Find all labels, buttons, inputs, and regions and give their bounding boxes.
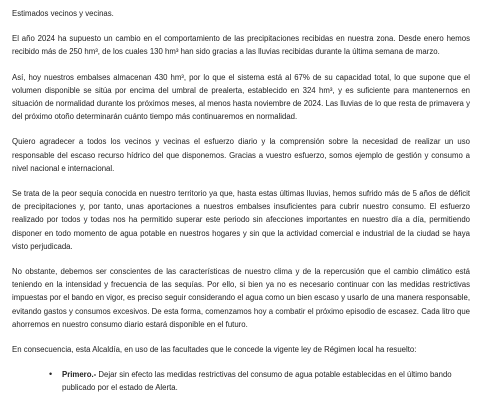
bullet-icon: • xyxy=(49,369,53,380)
greeting: Estimados vecinos y vecinas. xyxy=(12,9,114,18)
paragraph-drought: Se trata de la peor sequía conocida en nuestro territorio ya que, hasta estas últimas lluvias, hemos sufrido más de 5 años de déficit de precipitaciones y, por tanto, unas aportaciones a nuestros embalses insuficientes para cubrir nuestro consumo. El esfuerzo realizado por todos y todas nos ha permitido superar este periodo sin afecciones importantes en nuestro día a día, permitiendo disponer en todo momento de agua potable en nuestros hogares y sin que la actividad comercial e industrial de la ciudad se haya visto perjudicada. xyxy=(12,189,470,251)
list-item xyxy=(12,368,470,394)
paragraph-thanks: Quiero agradecer a todos los vecinos y vecinas el esfuerzo diario y la comprensión sobre la necesidad de realizar un uso responsable del escaso recurso hídrico del que disponemos. Gracias a vuestro esfuerzo, somos ejemplo de gestión y consumo a nivel nacional e internacional. xyxy=(12,137,470,173)
paragraph-climate: No obstante, debemos ser conscientes de las características de nuestro clima y de la repercusión que el cambio climático está teniendo en la intensidad y frecuencia de las sequías. Por ello, si bien ya no es necesario continuar con las medidas restrictivas impuestas por el bando en vigor, es preciso seguir considerando el agua como un bien escaso y usarlo de una manera responsable, evitando gastos y consumos excesivos. De esta forma, comenzamos hoy a combatir el próximo episodio de escasez. Cada litro que ahorremos en nuestro consumo diario estará disponible en el futuro. xyxy=(12,267,470,329)
paragraph-reservoirs: Así, hoy nuestros embalses almacenan 430 hm³, por lo que el sistema está al 67% de su capacidad total, lo que supone que el volumen disponible se sitúa por encima del umbral de prealerta, establecido en 324 hm³, y es suficiente para mantenernos en situación de normalidad durante los próximos meses, al menos hasta noviembre de 2024. Las lluvias de lo que resta de primavera y del próximo otoño determinarán cuánto tiempo más continuaremos en normalidad. xyxy=(12,72,470,122)
paragraph-resolution: En consecuencia, esta Alcaldía, en uso de las facultades que le concede la vigente ley de Régimen local ha resuelto: xyxy=(12,345,417,355)
resolution-list xyxy=(12,368,470,394)
paragraph-precipitation: El año 2024 ha supuesto un cambio en el comportamiento de las precipitaciones recibidas en nuestra zona. Desde enero hemos recibido más de 250 hm³, de los cuales 130 hm³ han sido gracias a las lluvias recibidas durante la última semana de marzo. xyxy=(12,34,470,57)
bullet-title: Primero.- xyxy=(62,370,97,380)
bullet-text: Dejar sin efecto las medidas restrictivas del consumo de agua potable establecidas en el último bando publicado por el estado de Alerta. xyxy=(62,370,452,393)
